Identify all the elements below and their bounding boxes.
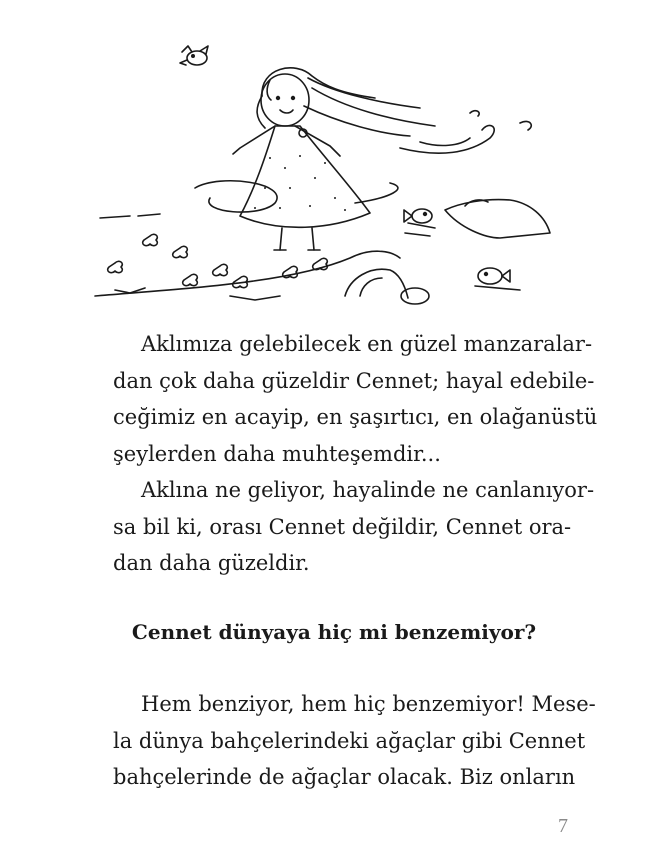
text-line: Aklına ne geliyor, hayalinde ne canlanıyor- xyxy=(141,478,595,502)
text-line: dan çok daha güzeldir Cennet; hayal edebile- xyxy=(113,368,595,393)
wind-swirls xyxy=(400,111,531,154)
page-number: 7 xyxy=(558,815,568,837)
text-line: şeylerden daha muhteşemdir... xyxy=(113,441,441,466)
section-heading: Cennet dünyaya hiç mi benzemiyor? xyxy=(131,620,537,644)
text-line: dan daha güzeldir. xyxy=(113,551,310,575)
meadow xyxy=(95,214,400,300)
text-line: bahçelerinde de ağaçlar olacak. Biz onların xyxy=(113,765,576,789)
text-line: sa bil ki, orası Cennet değildir, Cennet ora- xyxy=(113,514,572,539)
girl-figure xyxy=(195,68,435,250)
text-line: Aklımıza gelebilecek en güzel manzaralar- xyxy=(141,332,593,356)
fish-icon xyxy=(404,209,432,223)
fish-icon xyxy=(478,268,510,284)
text-line: Hem benziyor, hem hiç benzemiyor! Mese- xyxy=(141,692,596,716)
girl-illustration xyxy=(90,38,560,313)
paragraph-2 xyxy=(113,472,595,582)
bird-icon xyxy=(180,46,208,65)
paragraph-3 xyxy=(113,686,596,796)
text-line: ceğimiz en acayip, en şaşırtıcı, en olağanüstü xyxy=(113,405,598,429)
text-line: la dünya bahçelerindeki ağaçlar gibi Cennet xyxy=(113,728,586,753)
paragraph-1 xyxy=(113,326,598,472)
